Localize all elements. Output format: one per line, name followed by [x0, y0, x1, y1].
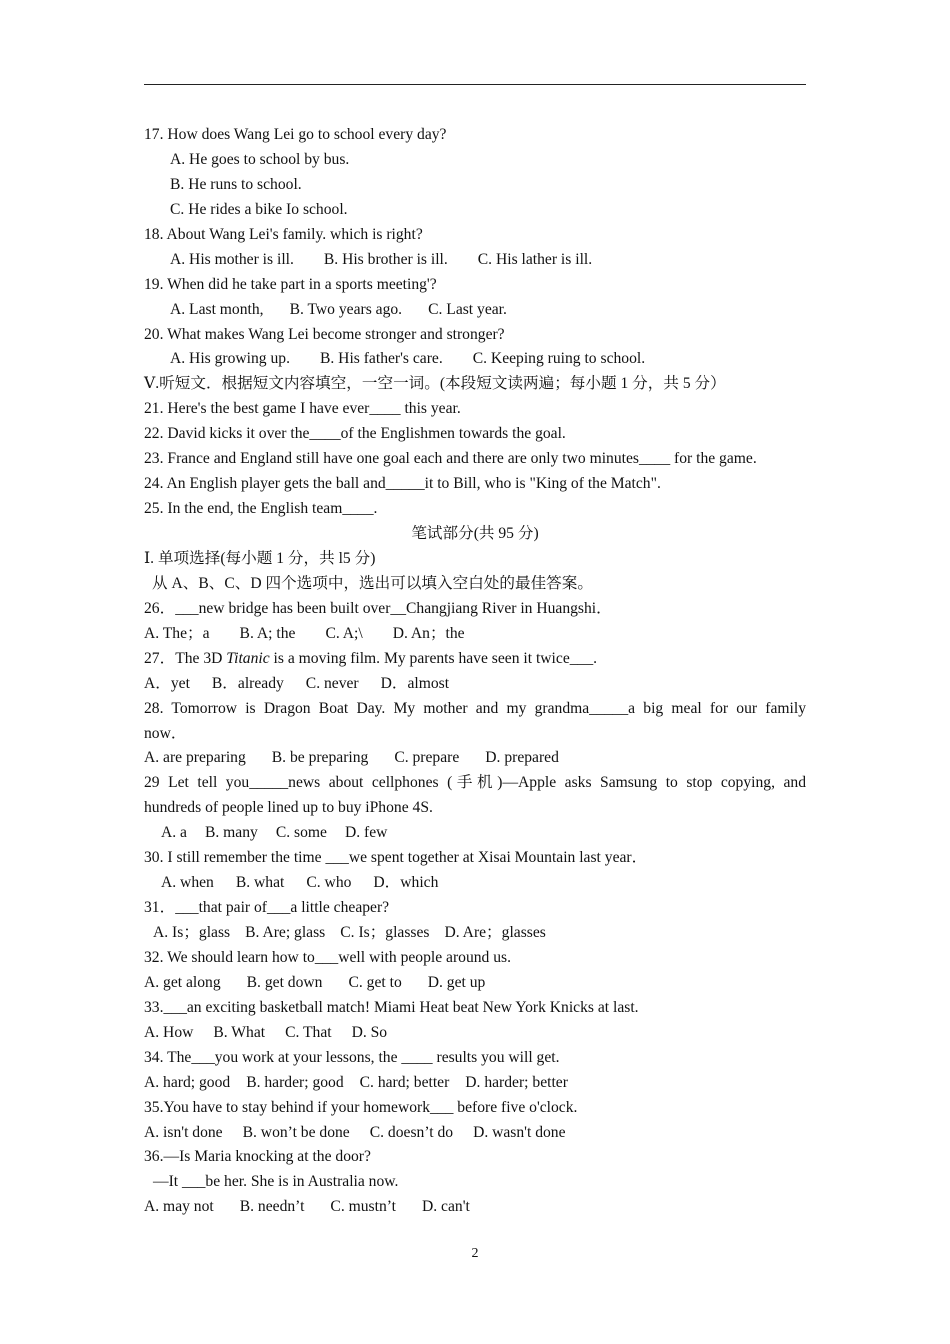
- section-1-instruction: 从 A、B、C、D 四个选项中，选出可以填入空白处的最佳答案。: [152, 574, 593, 592]
- question-27-text: 27．The 3D: [144, 649, 227, 667]
- option: A. His mother is ill.: [170, 250, 294, 268]
- option: C. Keeping ruing to school.: [472, 350, 646, 368]
- option: A. hard; good: [144, 1073, 231, 1091]
- question-27: [144, 647, 806, 672]
- option: B. many: [204, 824, 258, 842]
- option: C. His lather is ill.: [477, 250, 593, 268]
- option: A. when: [161, 874, 214, 892]
- options-20: [144, 347, 806, 372]
- question-29: 29 Let tell you_____news about cellphones (手机)—Apple asks Samsung to stop copying, and: [144, 774, 806, 792]
- option: D．which: [373, 874, 439, 892]
- option: A. The；a: [144, 624, 210, 642]
- question-33: 33.___an exciting basketball match! Miami Heat beat New York Knicks at last.: [144, 998, 639, 1016]
- question-36: 36.—Is Maria knocking at the door?: [144, 1148, 371, 1166]
- question-26: 26．___new bridge has been built over__Changjiang River in Huangshi．: [144, 599, 612, 617]
- option: A. are preparing: [144, 749, 246, 767]
- question-21: 21. Here's the best game I have ever____ this year.: [144, 400, 461, 418]
- option: C. Is；glasses: [340, 924, 430, 941]
- question-35: 35.You have to stay behind if your homework___ before five o'clock.: [144, 1098, 578, 1116]
- exam-page: [144, 123, 806, 1220]
- options-34: [144, 1071, 806, 1096]
- options-18: [144, 248, 806, 273]
- question-17: 17. How does Wang Lei go to school every day?: [144, 126, 447, 143]
- question-25: 25. In the end, the English team____.: [144, 500, 378, 518]
- option: C. prepare: [394, 749, 460, 767]
- option: D. harder; better: [465, 1073, 568, 1091]
- options-32: [144, 971, 806, 996]
- option: B. get down: [246, 973, 323, 991]
- option: A. may not: [144, 1198, 214, 1216]
- option: C. some: [275, 824, 327, 842]
- section-1-heading: Ⅰ. 单项选择(每小题 1 分，共 l5 分): [144, 549, 376, 567]
- option: C. Last year.: [428, 300, 507, 318]
- option: A. Last month,: [170, 300, 264, 318]
- question-31: 31．___that pair of___a little cheaper?: [144, 899, 390, 917]
- option: C. who: [306, 874, 352, 892]
- question-23: 23. France and England still have one goal each and there are only two minutes____ for the game.: [144, 450, 757, 468]
- option: A．yet: [144, 674, 190, 692]
- option: B．already: [211, 674, 284, 692]
- option: A. get along: [144, 973, 221, 991]
- question-28: 28. Tomorrow is Dragon Boat Day. My mother and my grandma_____a big meal for our family: [144, 699, 806, 717]
- option: A. How: [144, 1023, 194, 1041]
- option: B. won’t be done: [242, 1123, 350, 1141]
- question-19: 19. When did he take part in a sports meeting'?: [144, 275, 437, 293]
- option: C. hard; better: [359, 1073, 450, 1091]
- option: B. Are; glass: [245, 924, 326, 941]
- written-part-title: 笔试部分(共 95 分): [411, 525, 539, 542]
- options-27: [144, 672, 806, 697]
- option: B. be preparing: [271, 749, 369, 767]
- option: B. Two years ago.: [289, 300, 403, 318]
- option: B. His brother is ill.: [323, 250, 448, 268]
- option: C. A;\: [325, 624, 363, 642]
- option: B. harder; good: [246, 1073, 344, 1091]
- option: B. What: [213, 1023, 266, 1041]
- option: D. few: [344, 824, 388, 842]
- option: C. doesn’t do: [369, 1123, 454, 1141]
- options-28: [144, 746, 806, 771]
- option: C. He rides a bike Io school.: [170, 200, 348, 218]
- option: B. what: [235, 874, 285, 892]
- option: A. His growing up.: [170, 350, 290, 368]
- options-36: [144, 1195, 806, 1220]
- option: C. get to: [348, 973, 402, 991]
- question-27-text-end: is a moving film. My parents have seen it twice___.: [269, 649, 598, 667]
- option: D. prepared: [485, 749, 559, 767]
- option: A. isn't done: [144, 1123, 223, 1141]
- options-31: [144, 921, 806, 946]
- question-28-cont: now．: [144, 724, 187, 742]
- option: C. That: [285, 1023, 332, 1041]
- question-36-reply: —It ___be her. She is in Australia now.: [153, 1173, 399, 1191]
- option: C. mustn’t: [330, 1198, 396, 1216]
- options-29: [144, 821, 806, 846]
- options-33: [144, 1021, 806, 1046]
- section-5-heading: Ⅴ.听短文．根据短文内容填空，一空一词。(本段短文读两遍；每小题 1 分，共 5 分）: [144, 375, 726, 393]
- options-35: [144, 1121, 806, 1146]
- question-24: 24. An English player gets the ball and_____it to Bill, who is "King of the Match".: [144, 475, 661, 493]
- question-29-cont: hundreds of people lined up to buy iPhone 4S.: [144, 799, 433, 817]
- question-32: 32. We should learn how to___well with people around us.: [144, 948, 512, 966]
- option: A. He goes to school by bus.: [170, 150, 350, 168]
- option: A. a: [161, 824, 187, 842]
- option: B. A; the: [239, 624, 296, 642]
- option: B. His father's care.: [319, 350, 443, 368]
- page-number: 2: [471, 1246, 479, 1261]
- option: D. wasn't done: [473, 1123, 566, 1141]
- option: D. get up: [427, 973, 486, 991]
- options-30: [144, 871, 806, 896]
- option: A. Is；glass: [153, 924, 231, 941]
- film-title: Titanic: [226, 649, 270, 667]
- option: C. never: [305, 674, 359, 692]
- option: B. He runs to school.: [170, 175, 302, 193]
- option: D．almost: [380, 674, 450, 692]
- option: B. needn’t: [239, 1198, 305, 1216]
- options-26: [144, 622, 806, 647]
- option: D. Are；glasses: [444, 924, 546, 941]
- option: D. can't: [422, 1198, 470, 1216]
- option: D. So: [351, 1023, 388, 1041]
- question-18: 18. About Wang Lei's family. which is right?: [144, 225, 423, 243]
- question-34: 34. The___you work at your lessons, the ____ results you will get.: [144, 1048, 560, 1066]
- question-30: 30. I still remember the time ___we spent together at Xisai Mountain last year．: [144, 849, 648, 867]
- header-rule: [144, 84, 806, 85]
- option: D. An；the: [392, 624, 465, 642]
- question-20: 20. What makes Wang Lei become stronger and stronger?: [144, 325, 505, 343]
- question-22: 22. David kicks it over the____of the Englishmen towards the goal.: [144, 425, 566, 443]
- options-19: [144, 298, 806, 323]
